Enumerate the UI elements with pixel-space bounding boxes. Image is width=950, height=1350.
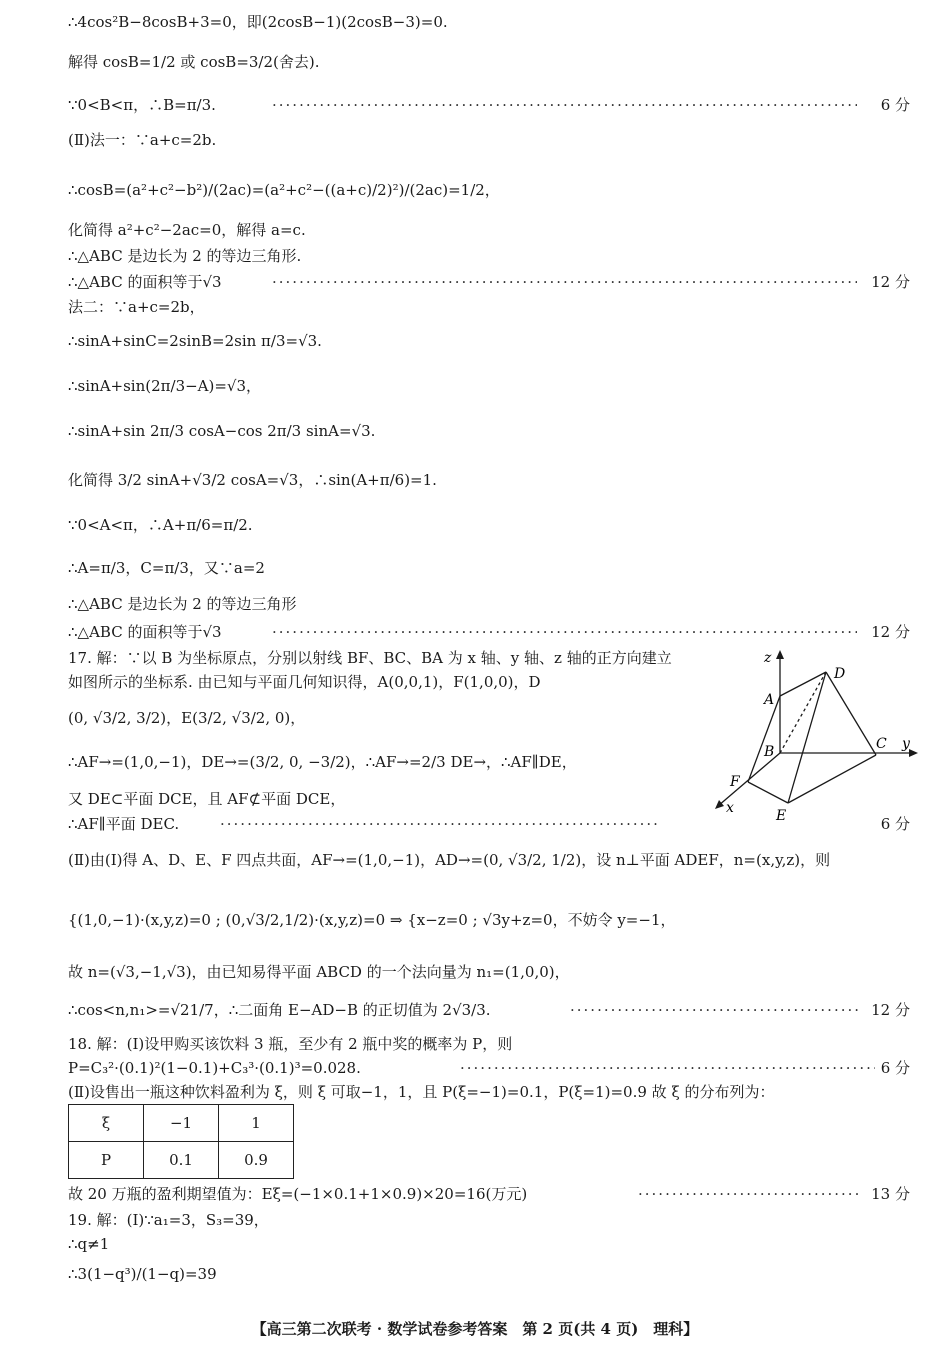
point-label-D: D [834, 666, 846, 682]
text-line: 19. 解：(Ⅰ)∵a₁=3，S₃=39， [68, 1211, 269, 1229]
text-line: ∵0<B<π，∴B=π/3. [68, 96, 216, 114]
dot-leader [460, 1058, 875, 1078]
text-line: ∵0<A<π，∴A+π/6=π/2. [68, 516, 253, 534]
text-line: ∴sinA+sin 2π/3 cosA−cos 2π/3 sinA=√3. [68, 422, 376, 440]
table-cell: ξ [69, 1105, 144, 1142]
text-line: ∴sinA+sin(2π/3−A)=√3， [68, 377, 262, 395]
score-mark: 13 分 [871, 1185, 910, 1203]
score-mark: 6 分 [880, 815, 910, 833]
text-line: ∴4cos²B−8cosB+3=0，即(2cosB−1)(2cosB−3)=0. [68, 13, 448, 31]
table-cell: 0.1 [144, 1142, 219, 1179]
text-line: 故 n=(√3,−1,√3)，由已知易得平面 ABCD 的一个法向量为 n₁=(1,0,0)， [68, 963, 570, 981]
text-line: ∴△ABC 是边长为 2 的等边三角形 [68, 595, 297, 613]
text-line: 如图所示的坐标系. 由已知与平面几何知识得，A(0,0,1)，F(1,0,0)，D [68, 673, 541, 691]
coordinate-figure [712, 648, 922, 828]
dot-leader [638, 1184, 858, 1204]
point-label-F: F [730, 774, 740, 790]
text-line: 故 20 万瓶的盈利期望值为：Eξ=(−1×0.1+1×0.9)×20=16(万元) [68, 1185, 528, 1203]
point-label-B: B [764, 744, 775, 760]
dot-leader [272, 272, 857, 292]
text-line: ∴△ABC 的面积等于√3 [68, 273, 222, 291]
axis-label-x: x [726, 800, 734, 816]
dot-leader [272, 95, 857, 115]
table-row [69, 1142, 294, 1179]
text-line: ∴△ABC 的面积等于√3 [68, 623, 222, 641]
score-mark: 12 分 [871, 273, 910, 291]
text-line: ∴3(1−q³)/(1−q)=39 [68, 1265, 217, 1283]
text-line: 18. 解：(Ⅰ)设甲购买该饮料 3 瓶，至少有 2 瓶中奖的概率为 P，则 [68, 1035, 513, 1053]
text-line: 法二：∵a+c=2b， [68, 298, 205, 316]
table-cell: 1 [219, 1105, 294, 1142]
dot-leader [570, 1000, 858, 1020]
score-mark: 6 分 [880, 96, 910, 114]
text-line: 化简得 3/2 sinA+√3/2 cosA=√3，∴sin(A+π/6)=1. [68, 471, 437, 489]
text-line: ∴cos<n,n₁>=√21/7，∴二面角 E−AD−B 的正切值为 2√3/3. [68, 1001, 491, 1019]
table-cell: −1 [144, 1105, 219, 1142]
text-line: (Ⅱ)设售出一瓶这种饮料盈利为 ξ，则 ξ 可取−1，1，且 P(ξ=−1)=0.1，P(ξ=1)=0.9 故 ξ 的分布列为： [68, 1083, 775, 1101]
text-line: ∴AF∥平面 DEC. [68, 815, 180, 833]
table-cell: 0.9 [219, 1142, 294, 1179]
text-line: (Ⅱ)法一：∵a+c=2b. [68, 131, 217, 149]
score-mark: 12 分 [871, 1001, 910, 1019]
text-line: P=C₃²·(0.1)²(1−0.1)+C₃³·(0.1)³=0.028. [68, 1059, 361, 1077]
distribution-table [68, 1104, 294, 1179]
table-row [69, 1105, 294, 1142]
page-footer: 【高三第二次联考 · 数学试卷参考答案 第 2 页(共 4 页) 理科】 [251, 1320, 699, 1338]
text-line: ∴q≠1 [68, 1235, 110, 1253]
text-line: ∴A=π/3，C=π/3，又∵a=2 [68, 559, 265, 577]
text-line: ∴cosB=(a²+c²−b²)/(2ac)=(a²+c²−((a+c)/2)²)/(2ac)=1/2， [68, 181, 500, 199]
text-line: ∴△ABC 是边长为 2 的等边三角形. [68, 247, 302, 265]
text-line: 化简得 a²+c²−2ac=0，解得 a=c. [68, 221, 306, 239]
text-line: {(1,0,−1)·(x,y,z)=0 ; (0,√3/2,1/2)·(x,y,z)=0 ⇒ {x−z=0 ; √3y+z=0，不妨令 y=−1， [68, 911, 676, 929]
point-label-E: E [776, 808, 787, 824]
text-line: 17. 解：∵以 B 为坐标原点，分别以射线 BF、BC、BA 为 x 轴、y 轴、z 轴的正方向建立 [68, 649, 672, 667]
point-label-A: A [764, 692, 775, 708]
dot-leader [272, 622, 857, 642]
text-line: (0, √3/2, 3/2)，E(3/2, √3/2, 0)， [68, 709, 306, 727]
text-line: ∴AF→=(1,0,−1)，DE→=(3/2, 0, −3/2)，∴AF→=2/3 DE→，∴AF∥DE， [68, 753, 577, 771]
text-line: ∴sinA+sinC=2sinB=2sin π/3=√3. [68, 332, 322, 350]
text-line: (Ⅱ)由(Ⅰ)得 A、D、E、F 四点共面，AF→=(1,0,−1)，AD→=(0, √3/2, 1/2)，设 n⊥平面 ADEF，n=(x,y,z)，则 [68, 851, 831, 869]
score-mark: 6 分 [880, 1059, 910, 1077]
table-cell: P [69, 1142, 144, 1179]
axis-label-y: y [902, 736, 910, 752]
dot-leader [220, 814, 660, 834]
text-line: 解得 cosB=1/2 或 cosB=3/2(舍去). [68, 53, 320, 71]
axis-label-z: z [764, 650, 772, 666]
text-line: 又 DE⊂平面 DCE，且 AF⊄平面 DCE， [68, 790, 346, 808]
point-label-C: C [876, 736, 887, 752]
score-mark: 12 分 [871, 623, 910, 641]
